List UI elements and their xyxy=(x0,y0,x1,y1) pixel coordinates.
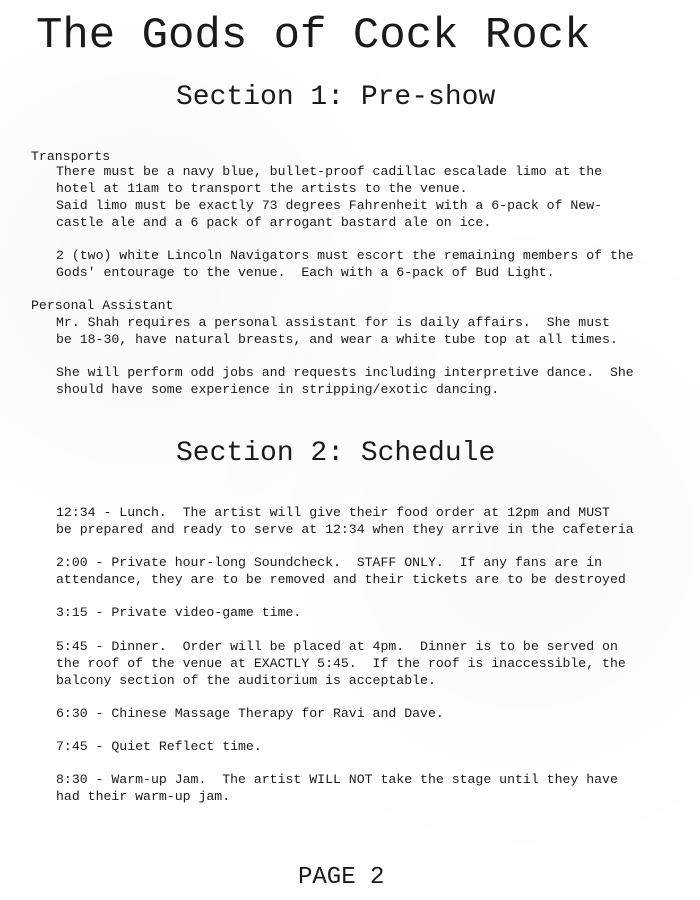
transports-paragraph-1: There must be a navy blue, bullet-proof cadillac escalade limo at the hotel at 11am to transport the artists to the venue. Said limo must be exactly 73 degrees Fahrenheit with a 6-pack of New- castle ale and a 6 pack of arrogant bastard ale on ice. xyxy=(56,164,603,230)
transports-paragraph-2: 2 (two) white Lincoln Navigators must escort the remaining members of the Gods' entourage to the venue. Each with a 6-pack of Bud Light. xyxy=(56,248,634,280)
section-2-heading: Section 2: Schedule xyxy=(176,438,496,469)
schedule-item: 7:45 - Quiet Reflect time. xyxy=(56,739,262,754)
personal-assistant-paragraph-1: Mr. Shah requires a personal assistant for is daily affairs. She must be 18-30, have natural breasts, and wear a white tube top at all times. xyxy=(56,315,618,347)
schedule-item: 5:45 - Dinner. Order will be placed at 4pm. Dinner is to be served on the roof of the venue at EXACTLY 5:45. If the roof is inaccessible, the balcony section of the auditorium is acceptable. xyxy=(56,639,626,688)
schedule-item: 6:30 - Chinese Massage Therapy for Ravi and Dave. xyxy=(56,706,444,721)
section-1-heading: Section 1: Pre-show xyxy=(176,82,496,113)
schedule-item: 2:00 - Private hour-long Soundcheck. STAFF ONLY. If any fans are in attendance, they are to be removed and their tickets are to be destroyed xyxy=(56,555,626,587)
personal-assistant-label: Personal Assistant xyxy=(31,298,174,313)
document-title: The Gods of Cock Rock xyxy=(36,11,591,61)
page-number: PAGE 2 xyxy=(298,864,385,891)
personal-assistant-paragraph-2: She will perform odd jobs and requests including interpretive dance. She should have some experience in stripping/exotic dancing. xyxy=(56,365,634,397)
schedule-item: 8:30 - Warm-up Jam. The artist WILL NOT take the stage until they have had their warm-up jam. xyxy=(56,772,618,804)
schedule-item: 3:15 - Private video-game time. xyxy=(56,605,302,620)
transports-label: Transports xyxy=(31,149,111,164)
schedule-item: 12:34 - Lunch. The artist will give their food order at 12pm and MUST be prepared and ready to serve at 12:34 when they arrive in the cafeteria xyxy=(56,505,634,537)
